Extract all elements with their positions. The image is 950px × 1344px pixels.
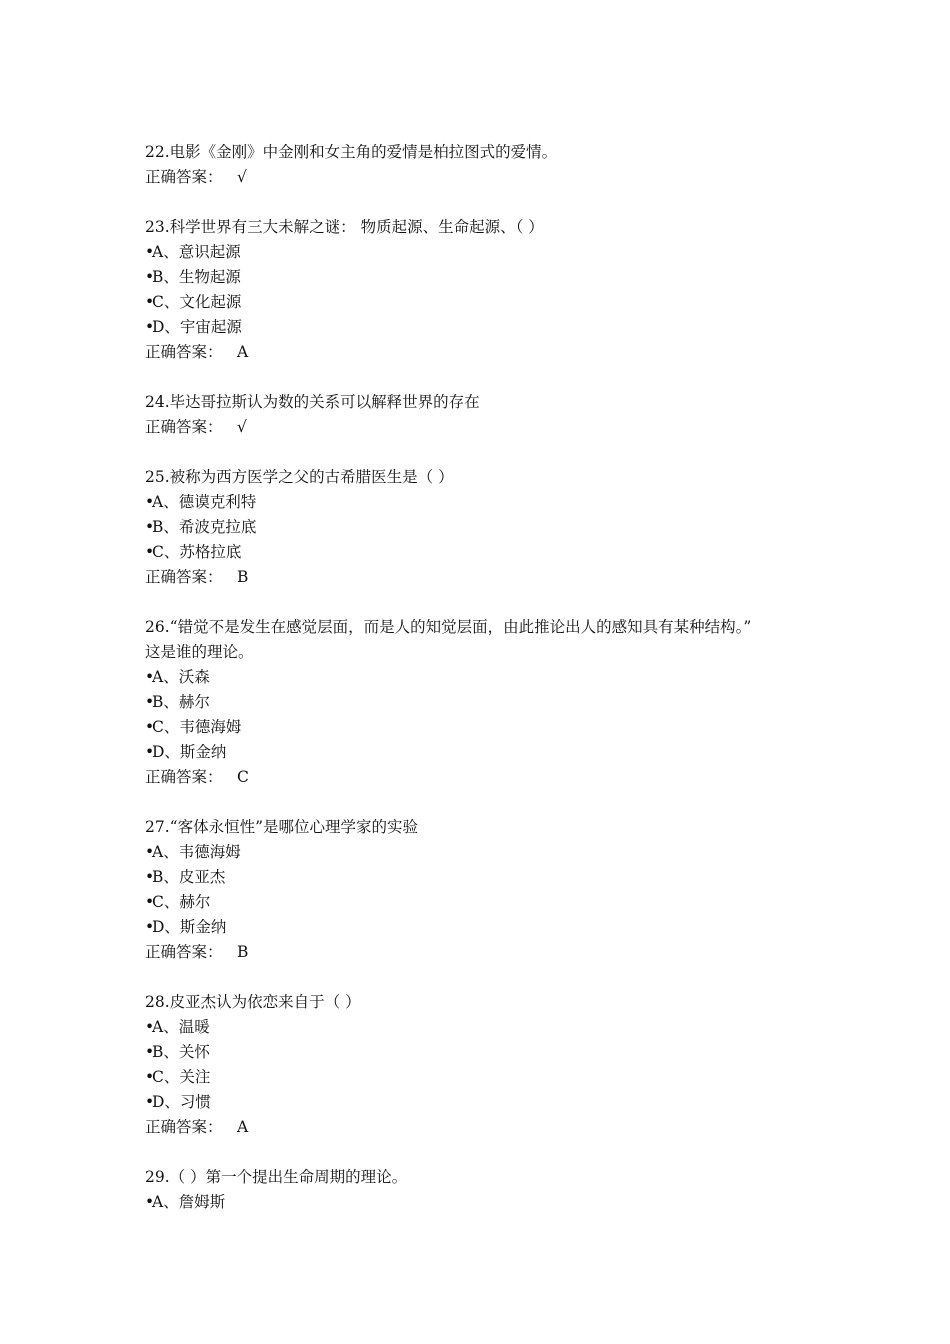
option-label: B、希波克拉底 bbox=[152, 518, 257, 536]
question-26 bbox=[145, 615, 845, 790]
question-27 bbox=[145, 815, 845, 965]
option-label: B、关怀 bbox=[152, 1043, 210, 1061]
answer-line bbox=[145, 1115, 845, 1140]
option-label: A、德谟克利特 bbox=[152, 493, 257, 511]
answer-line bbox=[145, 940, 845, 965]
question-text: 23.科学世界有三大未解之谜： 物质起源、生命起源、（ ） bbox=[145, 218, 544, 236]
bullet-icon: • bbox=[145, 693, 155, 711]
answer-value: √ bbox=[237, 168, 247, 186]
answer-value: C bbox=[237, 768, 249, 786]
bullet-icon: • bbox=[145, 493, 155, 511]
option-item bbox=[145, 1065, 845, 1090]
bullet-icon: • bbox=[145, 1193, 155, 1211]
question-29 bbox=[145, 1165, 845, 1215]
bullet-icon: • bbox=[145, 243, 155, 261]
option-label: A、詹姆斯 bbox=[152, 1193, 226, 1211]
option-item bbox=[145, 515, 845, 540]
question-text: 25.被称为西方医学之父的古希腊医生是（ ） bbox=[145, 468, 454, 486]
question-25 bbox=[145, 465, 845, 590]
bullet-icon: • bbox=[145, 1068, 155, 1086]
option-label: C、韦德海姆 bbox=[152, 718, 242, 736]
option-item bbox=[145, 315, 845, 340]
option-item bbox=[145, 290, 845, 315]
answer-label: 正确答案： bbox=[145, 943, 223, 961]
answer-value: B bbox=[237, 943, 249, 961]
bullet-icon: • bbox=[145, 893, 155, 911]
option-label: A、意识起源 bbox=[152, 243, 241, 261]
bullet-icon: • bbox=[145, 543, 155, 561]
option-item bbox=[145, 915, 845, 940]
option-label: D、斯金纳 bbox=[152, 743, 227, 761]
question-text-continued: 这是谁的理论。 bbox=[145, 643, 254, 661]
answer-line bbox=[145, 415, 845, 440]
answer-value: A bbox=[237, 1118, 249, 1136]
answer-value: B bbox=[237, 568, 249, 586]
option-item bbox=[145, 265, 845, 290]
question-text: 28.皮亚杰认为依恋来自于（ ） bbox=[145, 993, 361, 1011]
answer-line bbox=[145, 340, 845, 365]
answer-label: 正确答案： bbox=[145, 568, 223, 586]
option-label: C、苏格拉底 bbox=[152, 543, 242, 561]
option-item bbox=[145, 865, 845, 890]
bullet-icon: • bbox=[145, 318, 155, 336]
bullet-icon: • bbox=[145, 918, 155, 936]
option-item bbox=[145, 490, 845, 515]
option-item bbox=[145, 540, 845, 565]
bullet-icon: • bbox=[145, 843, 155, 861]
answer-line bbox=[145, 565, 845, 590]
option-item bbox=[145, 840, 845, 865]
answer-label: 正确答案： bbox=[145, 168, 223, 186]
option-label: A、韦德海姆 bbox=[152, 843, 241, 861]
question-23 bbox=[145, 215, 845, 365]
option-item bbox=[145, 690, 845, 715]
option-item bbox=[145, 740, 845, 765]
option-label: D、习惯 bbox=[152, 1093, 211, 1111]
question-text: 22.电影《金刚》中金刚和女主角的爱情是柏拉图式的爱情。 bbox=[145, 143, 558, 161]
option-label: D、宇宙起源 bbox=[152, 318, 242, 336]
bullet-icon: • bbox=[145, 1043, 155, 1061]
answer-line bbox=[145, 765, 845, 790]
bullet-icon: • bbox=[145, 668, 155, 686]
bullet-icon: • bbox=[145, 868, 155, 886]
question-22 bbox=[145, 140, 845, 190]
question-text: 29.（ ）第一个提出生命周期的理论。 bbox=[145, 1168, 408, 1186]
option-item bbox=[145, 1190, 845, 1215]
option-item bbox=[145, 240, 845, 265]
option-item bbox=[145, 1090, 845, 1115]
answer-label: 正确答案： bbox=[145, 343, 223, 361]
option-label: C、赫尔 bbox=[152, 893, 211, 911]
answer-value: √ bbox=[237, 418, 247, 436]
option-item bbox=[145, 665, 845, 690]
bullet-icon: • bbox=[145, 268, 155, 286]
option-label: D、斯金纳 bbox=[152, 918, 227, 936]
document-page bbox=[145, 140, 845, 1240]
option-label: B、赫尔 bbox=[152, 693, 210, 711]
answer-label: 正确答案： bbox=[145, 1118, 223, 1136]
option-item bbox=[145, 1040, 845, 1065]
answer-value: A bbox=[237, 343, 249, 361]
answer-label: 正确答案： bbox=[145, 768, 223, 786]
option-label: C、关注 bbox=[152, 1068, 211, 1086]
option-label: A、温暖 bbox=[152, 1018, 210, 1036]
bullet-icon: • bbox=[145, 1093, 155, 1111]
bullet-icon: • bbox=[145, 718, 155, 736]
bullet-icon: • bbox=[145, 293, 155, 311]
option-label: C、文化起源 bbox=[152, 293, 242, 311]
question-text: 26.“错觉不是发生在感觉层面，而是人的知觉层面，由此推论出人的感知具有某种结构。” bbox=[145, 618, 752, 636]
bullet-icon: • bbox=[145, 1018, 155, 1036]
question-text: 27.“客体永恒性”是哪位心理学家的实验 bbox=[145, 818, 418, 836]
option-label: B、生物起源 bbox=[152, 268, 241, 286]
answer-line bbox=[145, 165, 845, 190]
option-item bbox=[145, 890, 845, 915]
option-item bbox=[145, 715, 845, 740]
option-item bbox=[145, 1015, 845, 1040]
option-label: B、皮亚杰 bbox=[152, 868, 226, 886]
question-text: 24.毕达哥拉斯认为数的关系可以解释世界的存在 bbox=[145, 393, 480, 411]
option-label: A、沃森 bbox=[152, 668, 210, 686]
bullet-icon: • bbox=[145, 518, 155, 536]
answer-label: 正确答案： bbox=[145, 418, 223, 436]
question-24 bbox=[145, 390, 845, 440]
question-28 bbox=[145, 990, 845, 1140]
bullet-icon: • bbox=[145, 743, 155, 761]
